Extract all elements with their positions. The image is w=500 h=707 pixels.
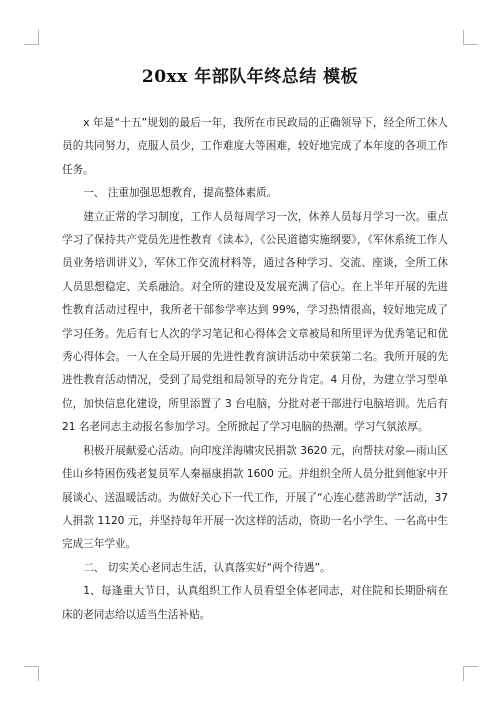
corner-mark-bottom-right <box>463 666 478 681</box>
corner-mark-bottom-left <box>24 666 39 681</box>
corner-mark-top-left <box>24 30 39 45</box>
document-title: 20xx 年部队年终总结 模板 <box>141 67 359 87</box>
corner-mark-top-right <box>463 30 478 45</box>
section-heading-1: 一、 注重加强思想教育，提高整体素质。 <box>83 187 278 200</box>
body-paragraph: 积极开展献爱心活动。向印度洋海啸灾民捐款 3620 元，向帮扶对象—雨山区佳山乡特困伤残老复员军人秦福康捐款 1600 元。并组织全所人员分批到他家中开展谈心、送温暖活动。为做好关心下一代工作，开展了“心连心慈善助学”活动，37 人捐款 1120 元，并坚持每年开展一次这样的活动，资助一名小学生、一名高中生完成三年学业。 <box>62 444 448 551</box>
document-body <box>62 112 448 627</box>
body-paragraph: 建立正常的学习制度，工作人员每周学习一次，休养人员每月学习一次。重点学习了保持共产党员先进性教育《读本》，《公民道德实施纲要》，《军休系统工作人员业务培训讲义》，军休工作交流材料等，通过各种学习、交流、座谈，全所工休人员思想稳定、关系融洽。对全所的建设及发展充满了信心。在上半年开展的先进性教育活动过程中，我所老干部参学率达到 99%，学习热情很高，较好地完成了学习任务。先后有七人次的学习笔记和心得体会文章被局和所里评为优秀笔记和优秀心得体会。一人在全局开展的先进性教育演讲活动中荣获第二名。我所开展的先进性教育活动情况，受到了局党组和局领导的充分肯定。4 月份，为建立学习型单位，加快信息化建设，所里添置了 3 台电脑，分批对老干部进行电脑培训。先后有 21 名老同志主动报名参加学习。全所掀起了学习电脑的热潮。学习气氛浓厚。 <box>62 210 448 434</box>
intro-paragraph: x 年是“十五”规划的最后一年，我所在市民政局的正确领导下，经全所工休人员的共同努力，克服人员少，工作难度大等困难，较好地完成了本年度的各项工作任务。 <box>62 117 448 176</box>
body-paragraph: 1、每逢重大节日，认真组织工作人员看望全体老同志，对住院和长期卧病在床的老同志给以适当生活补贴。 <box>62 585 448 621</box>
section-heading-2: 二、 切实关心老同志生活，认真落实好“两个待遇”。 <box>83 561 331 574</box>
